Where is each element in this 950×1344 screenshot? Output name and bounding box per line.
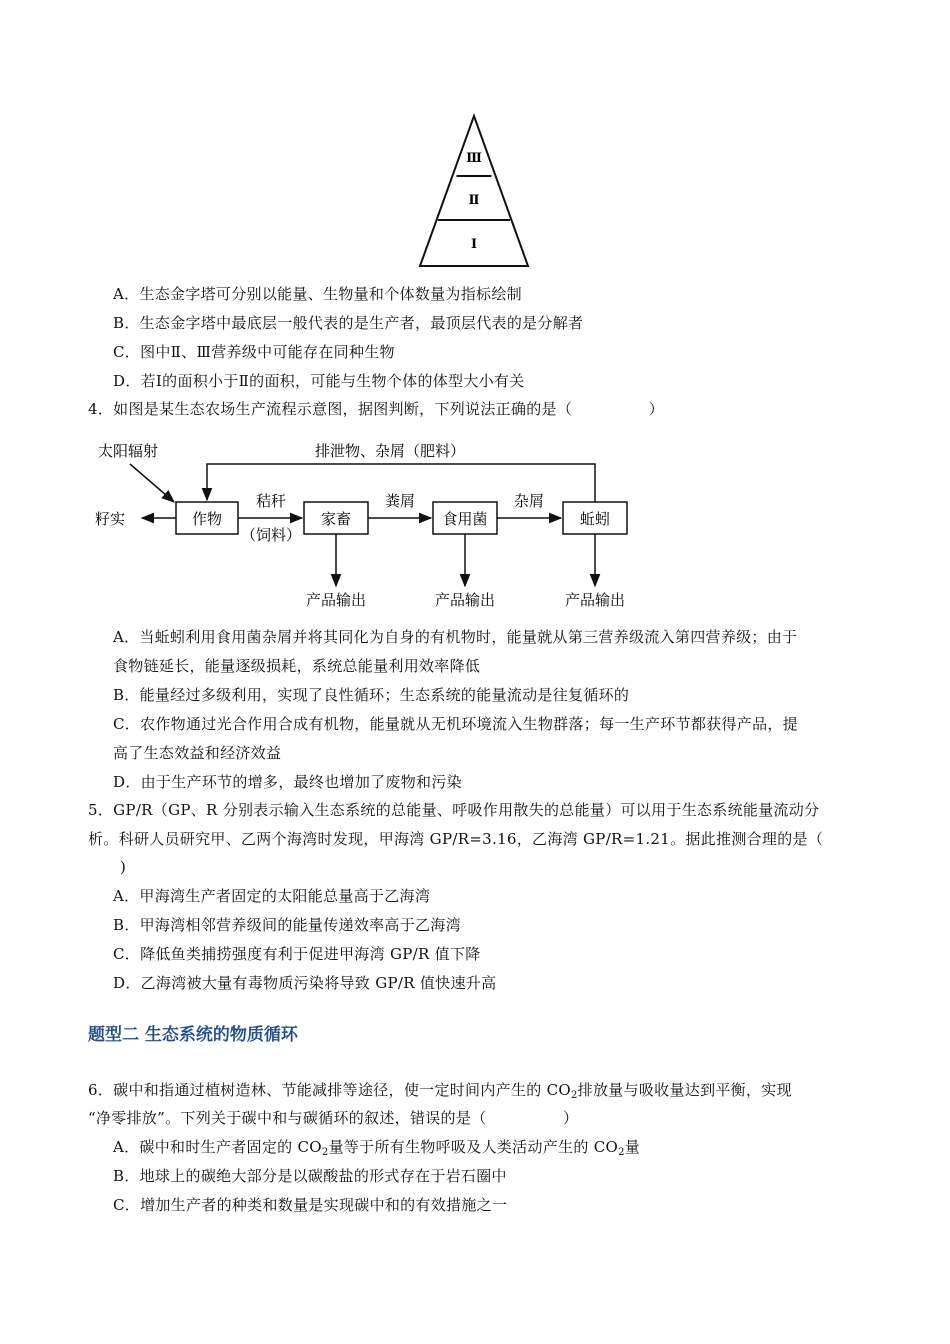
farm-flow-diagram	[0, 430, 950, 615]
feedback-label: 排泄物、杂屑（肥料）	[314, 442, 466, 460]
q5-stem-line2: 析。科研人员研究甲、乙两个海湾时发现，甲海湾 GP/R=3.16，乙海湾 GP/R=1.21。据此推测合理的是（	[88, 830, 824, 848]
q5-option-c: C．降低鱼类捕捞强度有利于促进甲海湾 GP/R 值下降	[113, 945, 481, 963]
ecological-pyramid	[414, 112, 534, 272]
output-label-fungi: 产品输出	[434, 591, 496, 609]
q6-stem-line1-post: 排放量与吸收量达到平衡，实现	[577, 1081, 792, 1099]
sun-radiation-label: 太阳辐射	[98, 442, 159, 460]
pyramid-level-2: Ⅱ	[468, 193, 480, 208]
sun-arrow	[130, 464, 174, 502]
manure-label: 粪屑	[384, 492, 416, 510]
q3-option-d: D．若Ⅰ的面积小于Ⅱ的面积，可能与生物个体的体型大小有关	[113, 372, 525, 390]
q3-option-a: A．生态金字塔可分别以能量、生物量和个体数量为指标绘制	[113, 285, 522, 303]
q4-option-d: D．由于生产环节的增多，最终也增加了废物和污染	[113, 773, 462, 791]
q6-option-a-sub2: 2	[618, 1147, 625, 1158]
q5-stem-line3: )	[120, 858, 127, 876]
q4-stem: 4．如图是某生态农场生产流程示意图，据图判断，下列说法正确的是（ ）	[88, 400, 664, 418]
livestock-label: 家畜	[320, 510, 352, 528]
q5-option-b: B．甲海湾相邻营养级间的能量传递效率高于乙海湾	[113, 916, 461, 934]
q4-option-a-line2: 食物链延长，能量逐级损耗，系统总能量利用效率降低	[113, 657, 481, 675]
q6-option-a-sub1: 2	[321, 1147, 329, 1158]
q6-option-a-pre: A．碳中和时生产者固定的 CO	[113, 1138, 322, 1156]
q3-option-b: B．生态金字塔中最底层一般代表的是生产者，最顶层代表的是分解者	[113, 314, 584, 332]
q6-option-c: C．增加生产者的种类和数量是实现碳中和的有效措施之一	[113, 1196, 508, 1214]
q5-option-a: A．甲海湾生产者固定的太阳能总量高于乙海湾	[113, 887, 431, 905]
pyramid-level-1: Ⅰ	[470, 237, 478, 252]
q6-stem-line1-pre: 6．碳中和指通过植树造林、节能减排等途径，使一定时间内产生的 CO	[88, 1081, 571, 1099]
q6-option-a-mid: 量等于所有生物呼吸及人类活动产生的 CO	[328, 1138, 619, 1156]
q4-option-c-line2: 高了生态效益和经济效益	[113, 744, 282, 762]
feed-label: （饲料）	[240, 526, 302, 544]
q6-stem-line1	[88, 1080, 792, 1100]
q3-option-c: C．图中Ⅱ、Ⅲ营养级中可能存在同种生物	[113, 343, 395, 361]
crop-label: 作物	[191, 510, 223, 528]
seed-label: 籽实	[95, 510, 126, 528]
pyramid-level-3: Ⅲ	[466, 151, 482, 166]
q6-stem-line1-sub: 2	[571, 1090, 578, 1101]
fungi-label: 食用菌	[442, 510, 488, 528]
q6-option-a	[113, 1137, 640, 1157]
q4-option-c-line1: C．农作物通过光合作用合成有机物，能量就从无机环境流入生物群落；每一生产环节都获得产品，提	[113, 715, 798, 733]
debris-label: 杂屑	[513, 492, 545, 510]
output-label-earthworm: 产品输出	[564, 591, 626, 609]
straw-label: 秸秆	[255, 492, 287, 510]
q6-stem-line2: “净零排放”。下列关于碳中和与碳循环的叙述，错误的是（ ）	[88, 1109, 579, 1127]
q5-option-d: D．乙海湾被大量有毒物质污染将导致 GP/R 值快速升高	[113, 974, 497, 992]
q4-option-b: B．能量经过多级利用，实现了良性循环；生态系统的能量流动是往复循环的	[113, 686, 630, 704]
q4-option-a-line1: A．当蚯蚓利用食用菌杂屑并将其同化为自身的有机物时，能量就从第三营养级流入第四营养级；由于	[113, 628, 798, 646]
section-heading: 题型二 生态系统的物质循环	[88, 1025, 298, 1045]
q6-option-b: B．地球上的碳绝大部分是以碳酸盐的形式存在于岩石圈中	[113, 1167, 507, 1185]
q6-option-a-post: 量	[624, 1138, 641, 1156]
earthworm-label: 蚯蚓	[579, 510, 611, 528]
q5-stem-line1: 5．GP/R（GP、R 分别表示输入生态系统的总能量、呼吸作用散失的总能量）可以用于生态系统能量流动分	[88, 801, 820, 819]
output-label-livestock: 产品输出	[305, 591, 367, 609]
